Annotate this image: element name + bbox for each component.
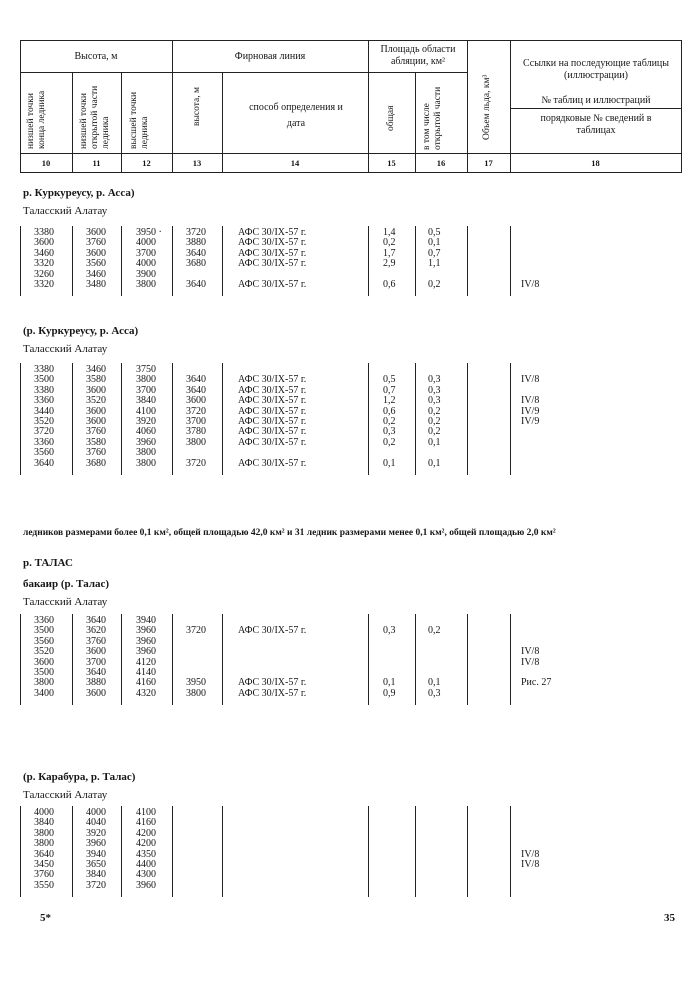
cell-low-end-height: 3320 [34,279,54,290]
col14-header: способ определения и дата [249,102,343,129]
section-subtitle: Таласский Алатау [23,596,108,608]
cell-low-open-height: 3840 [86,869,106,881]
column-rule [121,806,122,897]
river-heading: р. ТАЛАС [23,557,73,569]
cell-ablation-open: 0,3 [428,384,441,396]
cell-high-point-height: 3950 · [136,227,162,238]
column-rule [222,806,223,897]
cell-low-open-height: 3580 [86,436,106,448]
column-rule [368,226,369,296]
colnum-11: 11 [92,158,101,168]
cell-low-end-height: 3450 [34,859,54,870]
column-rule [121,226,122,296]
col13-header: высота, м [192,87,202,126]
cell-firn-height: 3720 [186,405,206,417]
section-title: (р. Куркуреусу, р. Асса) [23,325,139,337]
cell-high-point-height: 4160 [136,677,156,689]
cell-ablation-open: 0,1 [428,237,441,249]
cell-firn-height: 3640 [186,384,206,396]
col16-header: в том числе открытой части [422,86,443,150]
cell-refs: IV/8 [521,656,540,668]
cell-ablation-open: 0,2 [428,405,441,417]
cell-high-point-height: 4160 [136,817,156,829]
table-row [0,678,700,688]
cell-low-open-height: 3460 [86,268,106,280]
cell-low-open-height: 3620 [86,625,106,637]
cell-ablation-total: 0,2 [383,436,396,448]
column-rule [368,614,369,705]
section-title: (р. Карабура, р. Талас) [23,771,136,783]
cell-firn-method-date: АФС 30/IX-57 г. [238,395,307,407]
cell-low-end-height: 3500 [34,667,54,678]
cell-ablation-open: 0,1 [428,677,441,689]
cell-ablation-open: 0,3 [428,374,441,386]
table-row [0,839,700,849]
section-subtitle: Таласский Алатау [23,789,108,801]
column-rule [467,614,468,705]
cell-firn-height: 3600 [186,395,206,407]
footer-signature: 5* [40,912,51,924]
column-rule [72,226,73,296]
refs-group-header: Ссылки на последующие таблицы (иллюстрации) [522,58,669,81]
colnum-14: 14 [290,158,300,168]
summary-note: ледников размерами более 0,1 км², общей площадью 42,0 км² и 31 ледник размерами менее 0,1 км², общей площадью 2,0 км² [23,528,556,538]
table-row [0,881,700,891]
cell-refs: IV/9 [521,416,540,427]
table-row [0,375,700,385]
cell-low-end-height: 3380 [34,364,54,375]
cell-ablation-total: 0,6 [383,279,396,290]
column-rule [20,806,21,897]
cell-ablation-open: 0,3 [428,395,441,407]
cell-low-open-height: 3600 [86,227,106,238]
cell-high-point-height: 4320 [136,687,156,699]
cell-low-end-height: 3560 [34,447,54,459]
cell-low-open-height: 4040 [86,817,106,829]
page-number: 35 [664,912,675,924]
column-rule [172,806,173,897]
cell-ablation-total: 0,1 [383,457,396,469]
cell-high-point-height: 3960 [136,625,156,637]
cell-high-point-height: 3800 [136,279,156,290]
cell-low-open-height: 3760 [86,635,106,647]
refs-subheader-2: порядковые № сведений в таблицах [540,113,652,136]
cell-low-end-height: 3800 [34,677,54,689]
cell-refs: IV/9 [521,405,540,417]
cell-high-point-height: 3800 [136,374,156,386]
cell-firn-height: 3720 [186,227,206,238]
column-rule [20,614,21,705]
cell-high-point-height: 4300 [136,869,156,881]
cell-refs: IV/8 [521,848,540,860]
cell-ablation-total: 1,7 [383,247,396,259]
column-rule [72,363,73,475]
colnum-13: 13 [192,158,202,168]
height-group-header: Высота, м [74,51,118,62]
cell-firn-method-date: АФС 30/IX-57 г. [238,279,307,290]
cell-refs: IV/8 [521,646,540,658]
cell-low-end-height: 3440 [34,405,54,417]
cell-low-open-height: 3760 [86,426,106,438]
cell-low-end-height: 3460 [34,247,54,259]
ablation-group-header: Площадь области абляции, км² [380,44,456,67]
cell-firn-method-date: АФС 30/IX-57 г. [238,405,307,417]
cell-low-open-height: 3480 [86,279,106,290]
cell-firn-method-date: АФС 30/IX-57 г. [238,384,307,396]
cell-low-open-height: 3560 [86,258,106,270]
cell-firn-method-date: АФС 30/IX-57 г. [238,227,307,238]
cell-high-point-height: 3960 [136,879,156,891]
cell-refs: IV/8 [521,374,540,386]
cell-low-end-height: 3380 [34,227,54,238]
cell-ablation-total: 0,7 [383,384,396,396]
table-header [0,0,700,175]
section-subtitle: Таласский Алатау [23,343,108,355]
cell-firn-method-date: АФС 30/IX-57 г. [238,436,307,448]
cell-high-point-height: 3750 [136,364,156,375]
cell-high-point-height: 4400 [136,859,156,870]
cell-low-end-height: 3360 [34,436,54,448]
section-title: р. Куркуреусу, р. Асса) [23,187,135,199]
cell-low-end-height: 3360 [34,615,54,626]
cell-ablation-open: 0,2 [428,625,441,637]
cell-low-open-height: 3700 [86,656,106,668]
cell-high-point-height: 4100 [136,405,156,417]
cell-low-open-height: 3920 [86,827,106,839]
column-rule [172,226,173,296]
cell-high-point-height: 4060 [136,426,156,438]
table-row [0,818,700,828]
table-row [0,647,700,657]
cell-low-end-height: 3520 [34,646,54,658]
colnum-15: 15 [387,158,396,168]
cell-ablation-open: 0,2 [428,426,441,438]
cell-low-open-height: 3720 [86,879,106,891]
cell-low-open-height: 3650 [86,859,106,870]
column-rule [510,363,511,475]
cell-low-open-height: 3640 [86,667,106,678]
table-row [0,259,700,269]
column-rule [467,363,468,475]
cell-high-point-height: 3920 [136,416,156,427]
cell-firn-height: 3880 [186,237,206,249]
table-row [0,626,700,636]
col17-header: Объем льда, км³ [482,74,492,140]
cell-firn-method-date: АФС 30/IX-57 г. [238,374,307,386]
cell-firn-height: 3720 [186,457,206,469]
cell-low-end-height: 3800 [34,838,54,850]
cell-low-end-height: 3520 [34,416,54,427]
cell-high-point-height: 3700 [136,247,156,259]
cell-high-point-height: 3940 [136,615,156,626]
cell-high-point-height: 4140 [136,667,156,678]
cell-low-end-height: 3560 [34,635,54,647]
col11-header: низшей точки открытой части ледника [79,85,111,149]
cell-high-point-height: 4100 [136,807,156,818]
cell-high-point-height: 3800 [136,447,156,459]
cell-ablation-total: 0,1 [383,677,396,689]
cell-ablation-total: 0,9 [383,687,396,699]
cell-high-point-height: 3960 [136,635,156,647]
cell-low-end-height: 3600 [34,237,54,249]
column-rule [172,363,173,475]
table-row [0,689,700,699]
column-rule [20,226,21,296]
cell-low-open-height: 3600 [86,416,106,427]
cell-ablation-total: 0,2 [383,416,396,427]
cell-refs: Рис. 27 [521,677,552,689]
col15-header: общая [386,105,396,131]
cell-firn-height: 3700 [186,416,206,427]
cell-low-open-height: 3760 [86,447,106,459]
table-row [0,459,700,469]
cell-low-open-height: 3640 [86,615,106,626]
refs-subheader-1: № таблиц и иллюстраций [541,95,651,106]
cell-ablation-open: 0,5 [428,227,441,238]
column-rule [467,806,468,897]
cell-firn-method-date: АФС 30/IX-57 г. [238,258,307,270]
cell-ablation-total: 0,5 [383,374,396,386]
cell-low-end-height: 3260 [34,268,54,280]
cell-high-point-height: 3960 [136,436,156,448]
cell-low-end-height: 3760 [34,869,54,881]
cell-firn-method-date: АФС 30/IX-57 г. [238,237,307,249]
column-rule [467,226,468,296]
column-rule [222,226,223,296]
cell-low-end-height: 3360 [34,395,54,407]
cell-low-end-height: 3500 [34,374,54,386]
colnum-18: 18 [591,158,600,168]
cell-low-open-height: 3600 [86,405,106,417]
cell-low-end-height: 3380 [34,384,54,396]
column-rule [121,363,122,475]
cell-ablation-total: 1,4 [383,227,396,238]
cell-low-end-height: 3600 [34,656,54,668]
column-rule [415,806,416,897]
col12-header: высшей точки ледника [129,91,150,149]
cell-low-end-height: 3640 [34,457,54,469]
cell-low-open-height: 3760 [86,237,106,249]
cell-firn-height: 3800 [186,687,206,699]
cell-ablation-open: 0,1 [428,436,441,448]
cell-low-open-height: 3600 [86,646,106,658]
cell-low-open-height: 3520 [86,395,106,407]
cell-high-point-height: 3700 [136,384,156,396]
cell-high-point-height: 4350 [136,848,156,860]
cell-firn-method-date: АФС 30/IX-57 г. [238,677,307,689]
column-rule [222,614,223,705]
cell-low-open-height: 3680 [86,457,106,469]
cell-refs: IV/8 [521,395,540,407]
cell-low-end-height: 3720 [34,426,54,438]
cell-ablation-total: 2,9 [383,258,396,270]
cell-low-end-height: 3320 [34,258,54,270]
table-row [0,238,700,248]
cell-low-open-height: 3960 [86,838,106,850]
cell-low-end-height: 4000 [34,807,54,818]
column-rule [415,226,416,296]
cell-low-open-height: 3600 [86,687,106,699]
cell-ablation-total: 0,2 [383,237,396,249]
column-rule [20,363,21,475]
cell-firn-height: 3640 [186,374,206,386]
column-rule [368,806,369,897]
column-rule [72,806,73,897]
cell-low-end-height: 3500 [34,625,54,637]
column-rule [510,226,511,296]
cell-high-point-height: 3800 [136,457,156,469]
column-rule [368,363,369,475]
cell-firn-height: 3640 [186,279,206,290]
cell-low-open-height: 3460 [86,364,106,375]
colnum-12: 12 [142,158,151,168]
table-row [0,448,700,458]
cell-low-open-height: 3580 [86,374,106,386]
section-title: бакаир (р. Талас) [23,578,110,590]
cell-firn-height: 3680 [186,258,206,270]
cell-ablation-total: 1,2 [383,395,396,407]
firn-group-header: Фирновая линия [234,51,306,62]
table-row [0,427,700,437]
column-rule [510,806,511,897]
cell-low-open-height: 3880 [86,677,106,689]
cell-ablation-open: 0,2 [428,416,441,427]
table-row [0,870,700,880]
column-rule [121,614,122,705]
cell-high-point-height: 4000 [136,237,156,249]
colnum-17: 17 [484,158,493,168]
cell-low-end-height: 3640 [34,848,54,860]
column-rule [172,614,173,705]
cell-ablation-open: 0,3 [428,687,441,699]
cell-firn-height: 3720 [186,625,206,637]
cell-high-point-height: 4200 [136,827,156,839]
cell-low-open-height: 3600 [86,384,106,396]
cell-low-end-height: 3800 [34,827,54,839]
cell-firn-height: 3640 [186,247,206,259]
table-row [0,396,700,406]
cell-refs: IV/8 [521,279,540,290]
section-subtitle: Таласский Алатау [23,205,108,217]
cell-high-point-height: 3900 [136,268,156,280]
cell-low-open-height: 3600 [86,247,106,259]
cell-low-end-height: 3400 [34,687,54,699]
cell-low-open-height: 4000 [86,807,106,818]
column-rule [415,363,416,475]
cell-low-open-height: 3940 [86,848,106,860]
cell-ablation-total: 0,3 [383,625,396,637]
cell-firn-method-date: АФС 30/IX-57 г. [238,416,307,427]
cell-firn-method-date: АФС 30/IX-57 г. [238,457,307,469]
cell-ablation-total: 0,6 [383,405,396,417]
column-rule [510,614,511,705]
cell-high-point-height: 4200 [136,838,156,850]
cell-high-point-height: 4000 [136,258,156,270]
col10-header: низшей точки конца ледника [26,90,47,149]
cell-ablation-open: 1,1 [428,258,441,270]
cell-firn-height: 3950 [186,677,206,689]
cell-firn-method-date: АФС 30/IX-57 г. [238,247,307,259]
cell-firn-method-date: АФС 30/IX-57 г. [238,687,307,699]
cell-high-point-height: 4120 [136,656,156,668]
cell-ablation-open: 0,1 [428,457,441,469]
column-rule [415,614,416,705]
cell-low-end-height: 3550 [34,879,54,891]
cell-ablation-open: 0,7 [428,247,441,259]
cell-firn-height: 3780 [186,426,206,438]
cell-low-end-height: 3840 [34,817,54,829]
table-row [0,280,700,290]
column-rule [222,363,223,475]
colnum-10: 10 [41,158,51,168]
cell-high-point-height: 3840 [136,395,156,407]
cell-firn-height: 3800 [186,436,206,448]
cell-refs: IV/8 [521,859,540,870]
cell-firn-method-date: АФС 30/IX-57 г. [238,625,307,637]
column-rule [72,614,73,705]
cell-firn-method-date: АФС 30/IX-57 г. [238,426,307,438]
cell-ablation-open: 0,2 [428,279,441,290]
cell-high-point-height: 3960 [136,646,156,658]
colnum-16: 16 [436,158,446,168]
cell-ablation-total: 0,3 [383,426,396,438]
